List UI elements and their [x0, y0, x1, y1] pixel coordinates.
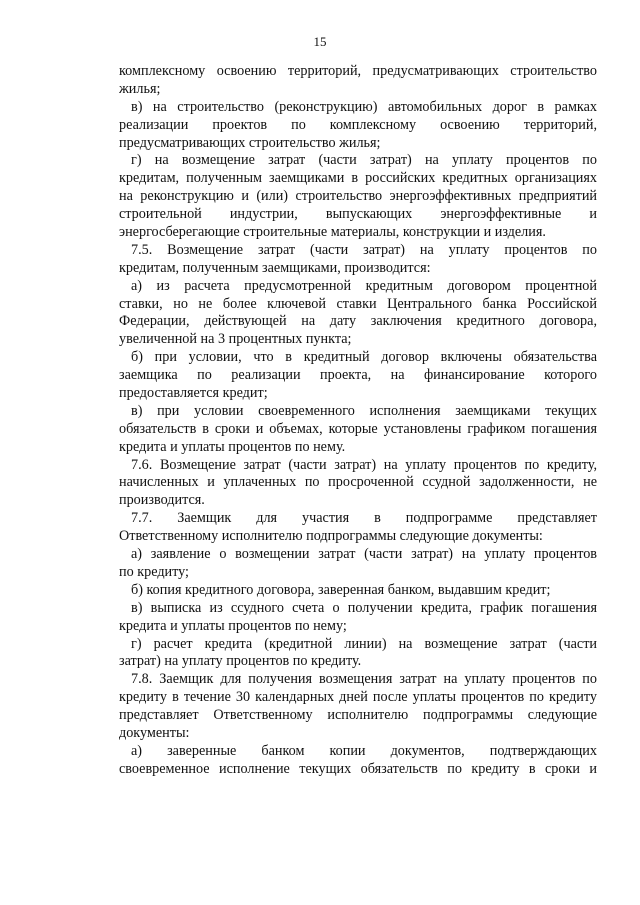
text-line: а) заявление о возмещении затрат (части затрат) на уплату процентов — [131, 546, 597, 563]
text-line: кредита и уплаты процентов по нему. — [119, 438, 346, 455]
paragraph — [119, 349, 597, 403]
text-line: затрат) на уплату процентов по кредиту. — [119, 653, 362, 670]
paragraph — [119, 242, 597, 278]
text-line: строительной индустрии, выпускающих энергоэффективные и — [119, 206, 597, 223]
paragraph — [119, 636, 597, 672]
text-line: в) выписка из ссудного счета о получении кредита, график погашения — [131, 599, 597, 616]
paragraph — [119, 99, 597, 153]
paragraph — [119, 457, 597, 511]
text-line: энергосберегающие строительные материалы, конструкции и изделия. — [119, 224, 546, 241]
text-line: в) на строительство (реконструкцию) автомобильных дорог в рамках — [131, 98, 597, 115]
text-line: б) копия кредитного договора, заверенная банком, выдавшим кредит; — [131, 581, 551, 598]
text-line: кредитам, полученным заемщиками в российских кредитных организациях — [119, 170, 597, 187]
text-line: б) при условии, что в кредитный договор включены обязательства — [131, 349, 597, 366]
text-line: г) расчет кредита (кредитной линии) на возмещение затрат (части — [131, 635, 597, 652]
paragraph — [119, 743, 597, 779]
paragraph — [119, 152, 597, 241]
text-line: в) при условии своевременного исполнения заемщиками текущих — [131, 402, 597, 419]
text-line: Ответственному исполнителю подпрограммы следующие документы: — [119, 528, 543, 545]
document-body — [119, 63, 597, 779]
text-line: 7.5. Возмещение затрат (части затрат) на уплату процентов по — [131, 241, 597, 258]
paragraph — [119, 600, 597, 636]
text-line: ставки, но не более ключевой ставки Центрального банка Российской — [119, 295, 597, 312]
text-line: начисленных и уплаченных по просроченной ссудной задолженности, не — [119, 474, 597, 491]
text-line: по кредиту; — [119, 563, 190, 580]
text-line: 7.6. Возмещение затрат (части затрат) на уплату процентов по кредиту, — [131, 456, 597, 473]
paragraph — [119, 510, 597, 546]
text-line: Федерации, действующей на дату заключения кредитного договора, — [119, 313, 597, 330]
text-line: предусматривающих строительство жилья; — [119, 134, 381, 151]
paragraph — [119, 403, 597, 457]
text-line: кредитам, полученным заемщиками, производится: — [119, 259, 431, 276]
text-line: увеличенной на 3 процентных пункта; — [119, 331, 352, 348]
text-line: предоставляется кредит; — [119, 385, 268, 402]
paragraph — [119, 546, 597, 582]
text-line: 7.8. Заемщик для получения возмещения затрат на уплату процентов по — [131, 671, 597, 688]
text-line: производится. — [119, 492, 205, 509]
text-line: а) из расчета предусмотренной кредитным договором процентной — [131, 277, 597, 294]
paragraph — [119, 671, 597, 743]
text-line: а) заверенные банком копии документов, подтверждающих — [131, 742, 597, 759]
text-line: кредита и уплаты процентов по нему; — [119, 617, 347, 634]
text-line: г) на возмещение затрат (части затрат) на уплату процентов по — [131, 152, 597, 169]
text-line: 7.7. Заемщик для участия в подпрограмме представляет — [131, 510, 597, 527]
text-line: жилья; — [119, 80, 161, 97]
text-line: кредиту в течение 30 календарных дней после уплаты процентов по кредиту — [119, 689, 597, 706]
text-line: реализации проектов по комплексному освоению территорий, — [119, 116, 597, 133]
page-number: 15 — [313, 34, 327, 49]
paragraph — [119, 582, 597, 600]
text-line: на реконструкцию и (или) строительство энергоэффективных предприятий — [119, 188, 597, 205]
text-line: заемщика по реализации проекта, на финансирование которого — [119, 367, 597, 384]
text-line: своевременное исполнение текущих обязательств по кредиту в сроки и — [119, 760, 597, 777]
paragraph — [119, 63, 597, 99]
text-line: документы: — [119, 724, 190, 741]
text-line: обязательств в сроки и объемах, которые установлены графиком погашения — [119, 420, 597, 437]
paragraph — [119, 278, 597, 350]
text-line: представляет Ответственному исполнителю подпрограммы следующие — [119, 707, 597, 724]
text-line: комплексному освоению территорий, предусматривающих строительство — [119, 63, 597, 79]
